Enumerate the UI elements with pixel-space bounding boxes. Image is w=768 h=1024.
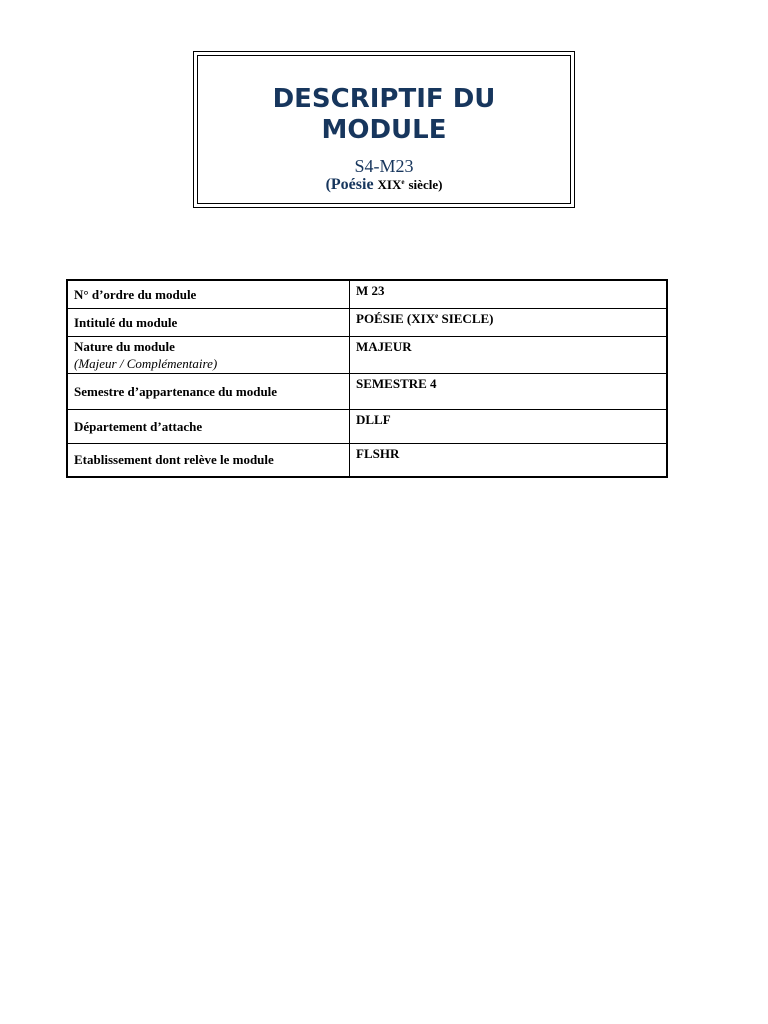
row-label-note: (Majeur / Complémentaire) [74,355,218,371]
module-info-table [66,279,668,478]
row-value-prefix: POÉSIE (XIX [356,310,436,326]
module-code: S4-M23 [354,156,414,176]
table-row [67,409,667,443]
row-label: Semestre d’appartenance du module [67,373,350,409]
row-value-suffix: SIECLE) [438,310,494,326]
row-label: Intitulé du module [67,308,350,336]
module-subtitle [198,176,570,194]
row-value: SEMESTRE 4 [350,373,668,409]
row-value: M 23 [350,280,668,308]
title-box [193,51,575,208]
row-value: MAJEUR [350,336,668,373]
table-row [67,280,667,308]
row-label: N° d’ordre du module [67,280,350,308]
row-value: DLLF [350,409,668,443]
row-label-main: Nature du module [74,338,175,354]
document-title: DESCRIPTIF DU MODULE [272,84,496,145]
row-label: Département d’attache [67,409,350,443]
subtitle-century-numeral: XIX [377,177,402,192]
row-value: FLSHR [350,443,668,477]
row-label [67,336,350,373]
row-value-sup: e [435,311,439,320]
table-row [67,308,667,336]
row-label: Etablissement dont relève le module [67,443,350,477]
row-value [350,308,668,336]
subtitle-century-suffix: e [401,178,405,186]
table-row [67,373,667,409]
subtitle-rest: siècle) [408,177,443,192]
table-row [67,443,667,477]
subtitle-century [378,177,405,192]
table-row [67,336,667,373]
title-box-inner [197,55,571,204]
subtitle-open: (Poésie [325,176,374,193]
